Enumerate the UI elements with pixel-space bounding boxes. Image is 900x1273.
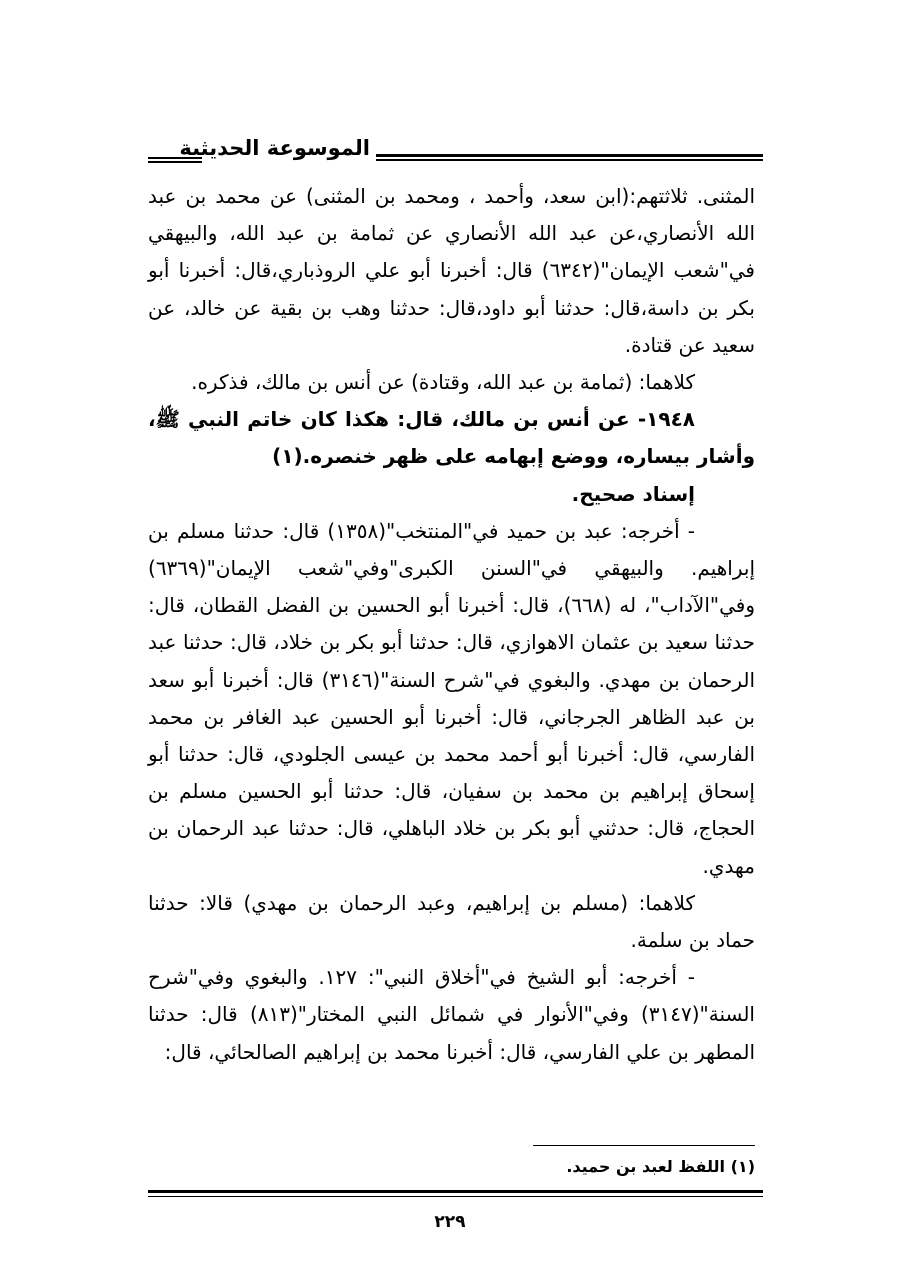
header-rule-right: [376, 154, 763, 161]
paragraph: كلاهما: (ثمامة بن عبد الله، وقتادة) عن أنس بن مالك، فذكره.: [191, 370, 695, 395]
grading: إسناد صحيح.: [571, 481, 695, 506]
paragraph: - أخرجه: أبو الشيخ في"أخلاق النبي": ١٢٧. والبغوي وفي"شرح السنة"(٣١٤٧) وفي"الأنوار في شمائل النبي المختار"(٨١٣) قال: حدثنا المطهر بن علي الفارسي، قال: أخبرنا محمد بن إبراهيم الصالحائي، قال:: [148, 965, 755, 1064]
footnote-separator: [533, 1145, 755, 1146]
hadith-text: ١٩٤٨- عن أنس بن مالك، قال: هكذا كان خاتم النبي ﷺ، وأشار بيساره، ووضع إبهامه على ظهر خنصره.(١): [148, 407, 755, 469]
footer-rule: [148, 1190, 763, 1197]
footnote: (١) اللفظ لعبد بن حميد.: [566, 1157, 755, 1176]
main-text: [148, 178, 755, 1071]
page-number: ٢٢٩: [434, 1212, 466, 1232]
paragraph: - أخرجه: عبد بن حميد في"المنتخب"(١٣٥٨) قال: حدثنا مسلم بن إبراهيم. والبيهقي في"السنن الكبرى"وفي"شعب الإيمان"(٦٣٦٩) وفي"الآداب"، له (٦٦٨)، قال: أخبرنا أبو الحسين بن الفضل القطان، قال: حدثنا سعيد بن عثمان الاهوازي، قال: حدثنا أبو بكر بن خلاد، قال: حدثنا عبد الرحمان بن مهدي. والبغوي في"شرح السنة"(٣١٤٦) قال: أخبرنا أبو سعد بن عبد الظاهر الجرجاني، قال: أخبرنا أبو الحسين عبد الغافر بن محمد الفارسي، قال: أخبرنا أبو أحمد محمد بن عيسى الجلودي، قال: حدثنا أبو إسحاق إبراهيم بن محمد بن سفيان، قال: حدثنا أبو الحسين مسلم بن الحجاج، قال: حدثني أبو بكر بن خلاد الباهلي، قال: حدثنا عبد الرحمان بن مهدي.: [148, 518, 756, 878]
paragraph: المثنى. ثلاثتهم:(ابن سعد، وأحمد ، ومحمد بن المثنى) عن محمد بن عبد الله الأنصاري،عن عبد الله الأنصاري عن ثمامة بن عبد الله، والبيهقي في"شعب الإيمان"(٦٣٤٢) قال: أخبرنا أبو علي الروذباري،قال: أخبرنا أبو بكر بن داسة،قال: حدثنا أبو داود،قال: حدثنا وهب بن بقية عن خالد، عن سعيد عن قتادة.: [148, 184, 755, 357]
header-title: الموسوعة الحديثية: [179, 136, 370, 160]
paragraph: كلاهما: (مسلم بن إبراهيم، وعبد الرحمان بن مهدي) قالا: حدثنا حماد بن سلمة.: [148, 890, 755, 953]
running-header: [148, 136, 763, 170]
